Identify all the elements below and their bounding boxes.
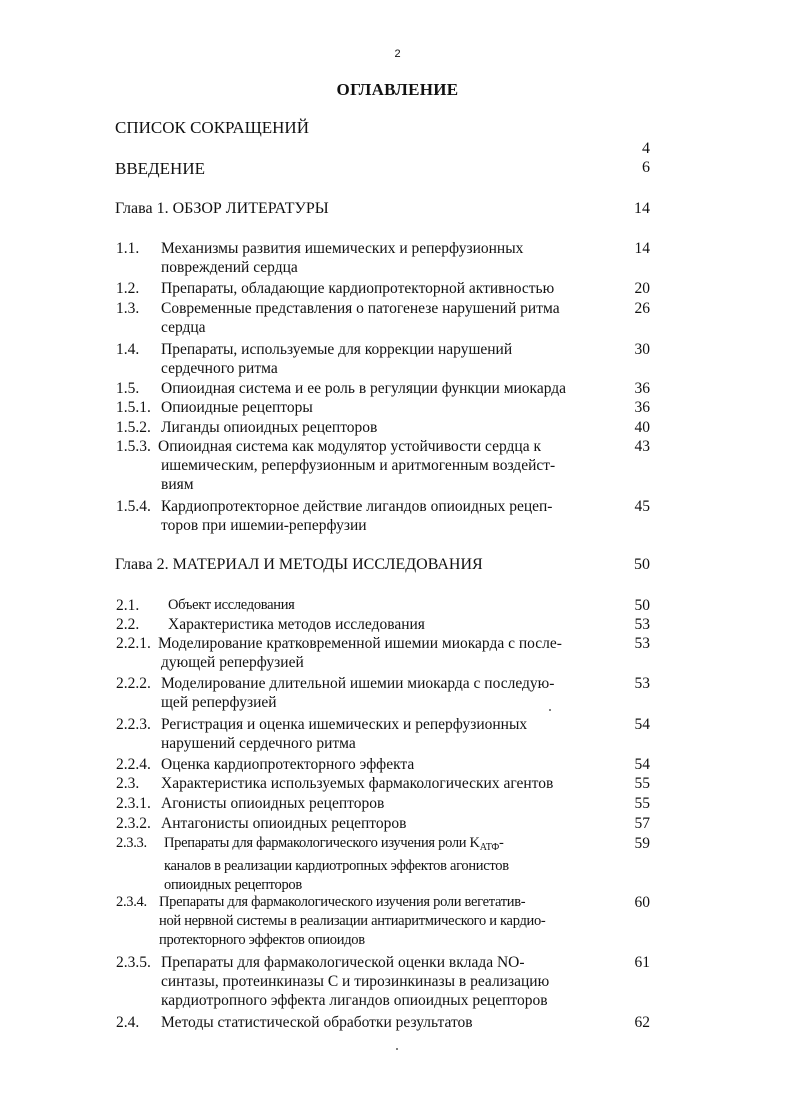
entry-page: 45 [634, 498, 650, 515]
scan-speck [549, 709, 551, 711]
entry-page: 55 [634, 775, 650, 792]
toc-entry [116, 437, 656, 494]
entry-page: 40 [634, 419, 650, 436]
entry-page: 62 [634, 1014, 650, 1031]
entry-page: 59 [634, 835, 650, 852]
entry-number: 2.3.4. [116, 894, 147, 910]
entry-text: торов при ишемии-реперфузии [161, 517, 367, 534]
entry-page: 36 [634, 399, 650, 416]
entry-number: 2.2.2. [116, 675, 151, 692]
entry-text: нарушений сердечного ритма [161, 735, 356, 752]
toc-entry [116, 715, 656, 753]
toc-entry [116, 279, 656, 298]
entry-text: сердца [161, 319, 206, 336]
toc-chapter1-page: 14 [634, 200, 650, 217]
entry-text: Опиоидная система и ее роль в регуляции функции миокарда [161, 380, 567, 397]
entry-text: ной нервной системы в реализации антиаритмического и кардио- [159, 913, 546, 929]
entry-text: Препараты, используемые для коррекции нарушений [161, 341, 513, 358]
toc-chapter2-label: Глава 2. МАТЕРИАЛ И МЕТОДЫ ИССЛЕДОВАНИЯ [115, 556, 483, 573]
entry-number: 2.2. [116, 616, 140, 633]
toc-entry [116, 634, 656, 672]
entry-number: 2.3. [116, 775, 140, 792]
entry-text: Препараты для фармакологической оценки вклада NO- [161, 954, 525, 971]
entry-number: 1.5.4. [116, 498, 151, 515]
entry-text: Препараты, обладающие кардиопротекторной активностью [161, 280, 555, 297]
toc-entry [116, 398, 656, 417]
entry-page: 36 [634, 380, 650, 397]
entry-text: Опиоидные рецепторы [161, 399, 313, 416]
entry-text: дующей реперфузией [161, 654, 304, 671]
entry-number: 1.5. [116, 380, 140, 397]
entry-text: Препараты для фармакологического изучения роли K [164, 835, 480, 851]
toc-introduction-label: ВВЕДЕНИЕ [115, 159, 205, 178]
entry-page: 53 [634, 635, 650, 652]
entry-page: 20 [634, 280, 650, 297]
toc-entry [116, 596, 656, 615]
entry-page: 43 [634, 438, 650, 455]
entry-page: 54 [634, 716, 650, 733]
entry-text: Препараты для фармакологического изучения роли вегетатив- [159, 894, 526, 910]
entry-number: 2.2.4. [116, 756, 151, 773]
entry-text: сердечного ритма [161, 360, 278, 377]
entry-number: 1.4. [116, 341, 140, 358]
entry-number: 2.3.3. [116, 835, 147, 851]
toc-entry [116, 834, 656, 895]
entry-page: 14 [634, 240, 650, 257]
toc-entry [116, 239, 656, 277]
entry-text: Моделирование кратковременной ишемии миокарда с после- [158, 635, 562, 652]
entry-text: Современные представления о патогенезе нарушений ритма [161, 300, 560, 317]
entry-text: Характеристика методов исследования [168, 616, 425, 633]
entry-text: Оценка кардиопротекторного эффекта [161, 756, 415, 773]
entry-text: повреждений сердца [161, 259, 298, 276]
entry-number: 1.1. [116, 240, 140, 257]
toc-entry [116, 755, 656, 774]
entry-page: 50 [634, 597, 650, 614]
entry-text: Регистрация и оценка ишемических и реперфузионных [161, 716, 528, 733]
toc-abbreviations-page: 4 [642, 140, 650, 157]
entry-text: ишемическим, реперфузионным и аритмогенным воздейст- [161, 457, 556, 474]
entry-number: 2.2.1. [116, 635, 151, 652]
entry-page: 53 [634, 675, 650, 692]
entry-number: 1.5.2. [116, 419, 151, 436]
entry-text: кардиотропного эффекта лигандов опиоидных рецепторов [161, 992, 548, 1009]
toc-entry [116, 615, 656, 634]
entry-number: 1.3. [116, 300, 140, 317]
toc-entry [116, 774, 656, 793]
entry-text: Кардиопротекторное действие лигандов опиоидных рецеп- [161, 498, 553, 515]
entry-text: Опиоидная система как модулятор устойчивости сердца к [158, 438, 541, 455]
subscript-atf: АТФ [479, 842, 499, 853]
toc-entry [116, 299, 656, 337]
entry-text: Моделирование длительной ишемии миокарда с последую- [161, 675, 555, 692]
entry-text: Лиганды опиоидных рецепторов [161, 419, 378, 436]
entry-number: 1.5.1. [116, 399, 151, 416]
entry-text-hyphen: - [498, 835, 504, 851]
entry-number: 1.2. [116, 280, 140, 297]
toc-entry [116, 1013, 656, 1032]
entry-text: каналов в реализации кардиотропных эффектов агонистов [164, 858, 509, 874]
entry-text: виям [161, 476, 194, 493]
entry-text: Объект исследования [168, 597, 295, 613]
entry-number: 1.5.3. [116, 438, 151, 455]
toc-entry [116, 340, 656, 378]
toc-introduction-page: 6 [642, 159, 650, 176]
entry-number: 2.4. [116, 1014, 140, 1031]
entry-number: 2.3.5. [116, 954, 151, 971]
toc-entry [116, 418, 656, 437]
entry-number: 2.3.1. [116, 795, 151, 812]
entry-page: 26 [634, 300, 650, 317]
entry-text: Агонисты опиоидных рецепторов [161, 795, 385, 812]
toc-entry [116, 497, 656, 535]
entry-number: 2.2.3. [116, 716, 151, 733]
entry-text: Методы статистической обработки результатов [161, 1014, 473, 1031]
entry-text: Характеристика используемых фармакологических агентов [161, 775, 554, 792]
page-title: ОГЛАВЛЕНИЕ [336, 80, 459, 99]
entry-text: щей реперфузией [161, 694, 277, 711]
entry-number: 2.1. [116, 597, 140, 614]
entry-text: опиоидных рецепторов [164, 877, 302, 893]
toc-entry [116, 893, 656, 950]
toc-chapter1-label: Глава 1. ОБЗОР ЛИТЕРАТУРЫ [115, 200, 329, 217]
toc-chapter2-page: 50 [634, 556, 650, 573]
toc-entry [116, 794, 656, 813]
entry-page: 53 [634, 616, 650, 633]
entry-text: протекторного эффектов опиоидов [159, 932, 365, 948]
entry-page: 30 [634, 341, 650, 358]
entry-page: 60 [634, 894, 650, 911]
entry-page: 55 [634, 795, 650, 812]
entry-page: 54 [634, 756, 650, 773]
toc-entry [116, 674, 656, 712]
entry-text: Антагонисты опиоидных рецепторов [161, 815, 407, 832]
entry-page: 61 [634, 954, 650, 971]
entry-page: 57 [634, 815, 650, 832]
entry-text: синтазы, протеинкиназы С и тирозинкиназы в реализацию [161, 973, 550, 990]
entry-number: 2.3.2. [116, 815, 151, 832]
entry-text: Механизмы развития ишемических и реперфузионных [161, 240, 524, 257]
toc-entry [116, 814, 656, 833]
toc-entry [116, 953, 656, 1010]
toc-entry [116, 379, 656, 398]
toc-abbreviations-label: СПИСОК СОКРАЩЕНИЙ [115, 118, 309, 137]
scan-speck [396, 1048, 398, 1050]
page-number: 2 [394, 48, 401, 60]
entry-text-with-subscript [164, 834, 624, 857]
